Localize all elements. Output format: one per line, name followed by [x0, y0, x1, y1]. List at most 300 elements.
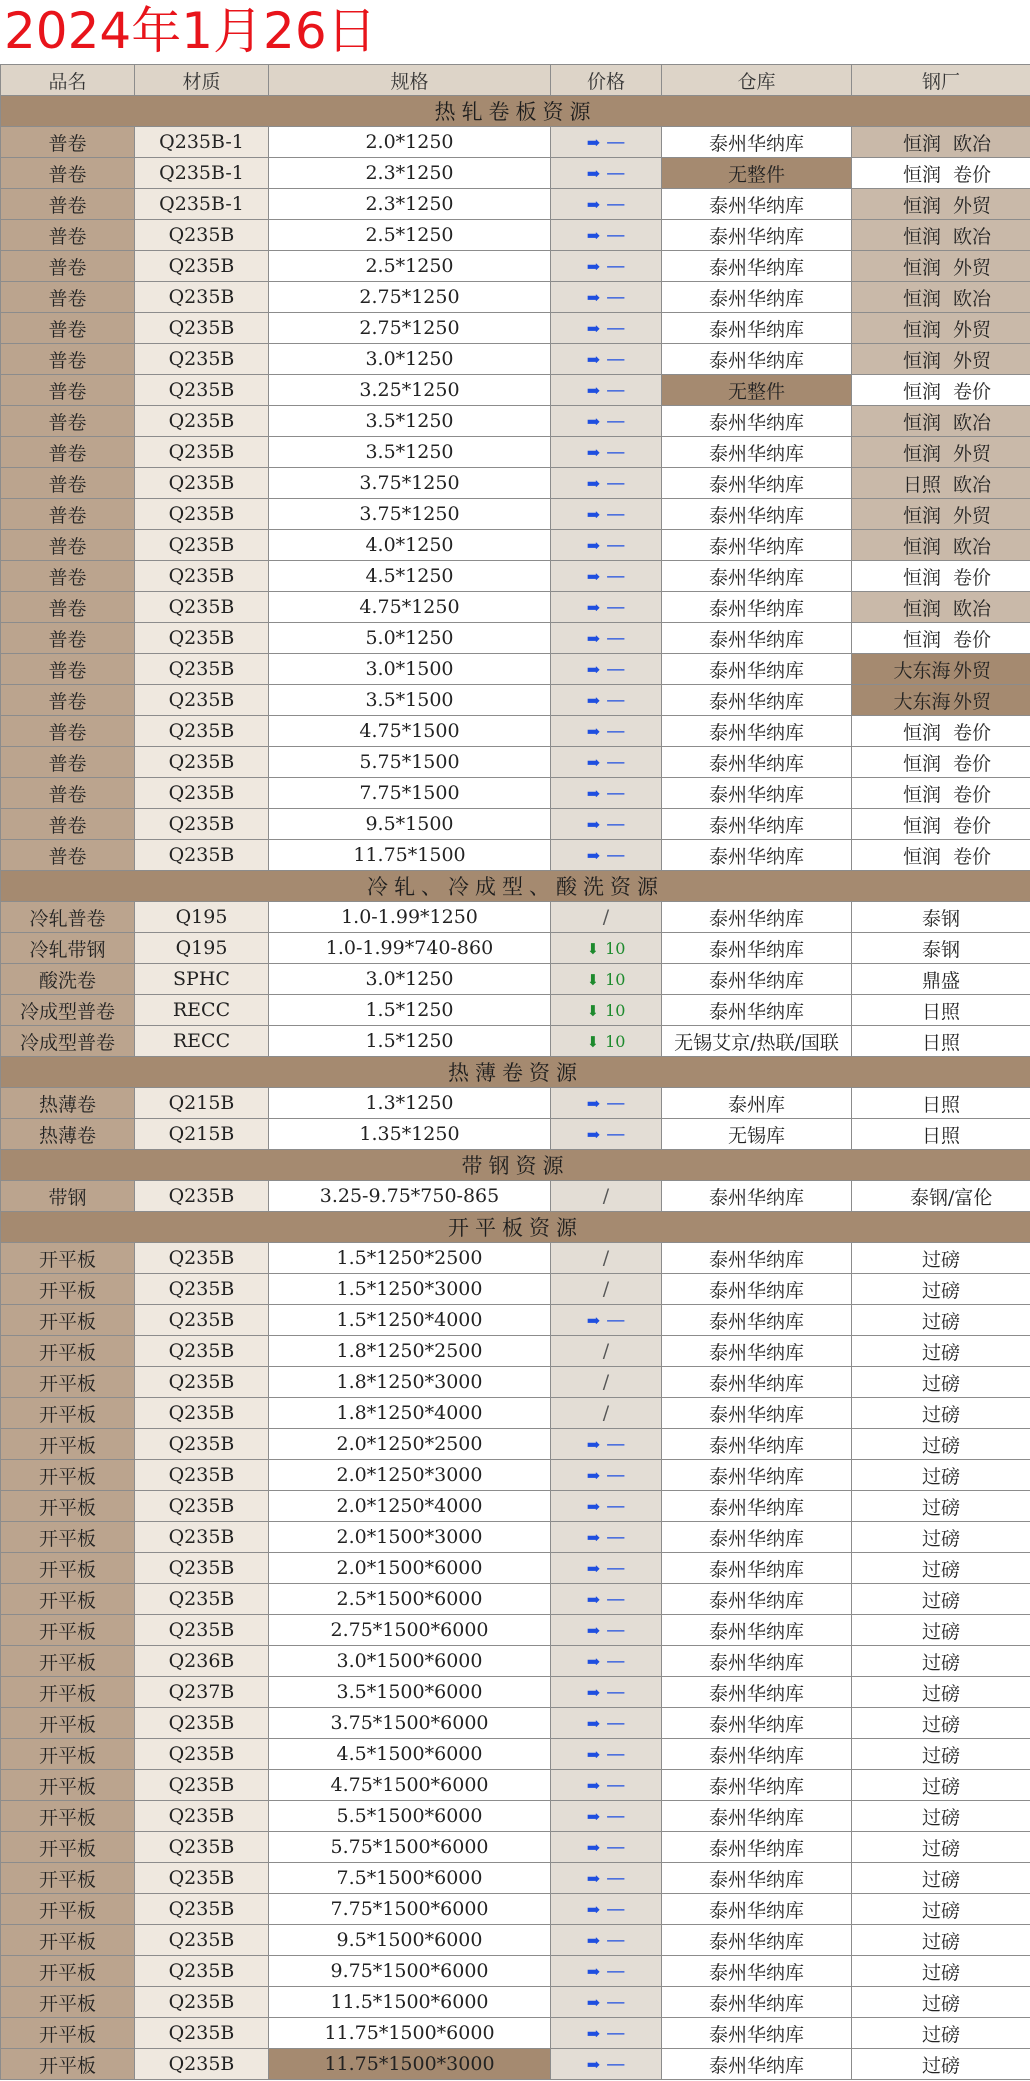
table-row	[1, 344, 1030, 375]
table-row	[1, 1956, 1030, 1987]
warehouse-cell: 泰州华纳库	[662, 1584, 852, 1615]
material-cell: Q235B-1	[135, 127, 269, 158]
mill-name: 过磅	[921, 1372, 960, 1395]
mill-cell	[852, 127, 1030, 158]
table-row	[1, 592, 1030, 623]
table-row	[1, 1026, 1030, 1057]
table-row	[1, 1274, 1030, 1305]
arrow-right-icon: ➡	[586, 164, 601, 183]
pricing-basis: 欧冶	[952, 225, 991, 248]
arrow-right-icon: ➡	[586, 1714, 601, 1733]
table-row	[1, 313, 1030, 344]
warehouse-cell: 泰州华纳库	[662, 2018, 852, 2049]
mill-cell	[852, 2049, 1030, 2080]
mill-name: 恒润	[902, 628, 941, 651]
spec-cell: 3.5*1250	[269, 406, 551, 437]
mill-name: 过磅	[921, 1651, 960, 1674]
price-cell	[551, 2049, 662, 2080]
product-name-cell: 开平板	[1, 1522, 135, 1553]
spec-cell: 1.5*1250	[269, 1026, 551, 1057]
price-value: —	[606, 813, 626, 835]
price-value: —	[606, 1557, 626, 1579]
arrow-down-icon: ⬇	[586, 940, 600, 958]
spec-cell: 2.5*1500*6000	[269, 1584, 551, 1615]
price-value: /	[602, 1278, 610, 1300]
spec-cell: 2.75*1500*6000	[269, 1615, 551, 1646]
mill-name: 过磅	[921, 1961, 960, 1984]
mill-name: 泰钢	[921, 907, 960, 930]
warehouse-cell: 泰州华纳库	[662, 1987, 852, 2018]
material-cell: SPHC	[135, 964, 269, 995]
product-name-cell: 开平板	[1, 1491, 135, 1522]
table-row	[1, 933, 1030, 964]
table-row	[1, 747, 1030, 778]
price-value: —	[606, 689, 626, 711]
material-cell: Q235B	[135, 623, 269, 654]
pricing-basis: 外贸	[952, 256, 991, 279]
product-name-cell: 开平板	[1, 1801, 135, 1832]
mill-name: 恒润	[902, 256, 941, 279]
mill-name: 恒润	[902, 318, 941, 341]
section-title: 热薄卷资源	[1, 1057, 1030, 1088]
price-value: —	[606, 317, 626, 339]
arrow-right-icon: ➡	[586, 474, 601, 493]
warehouse-cell: 泰州华纳库	[662, 1677, 852, 1708]
arrow-right-icon: ➡	[586, 691, 601, 710]
arrow-right-icon: ➡	[586, 1776, 601, 1795]
section-header-row	[1, 96, 1030, 127]
arrow-right-icon: ➡	[586, 753, 601, 772]
price-cell	[551, 685, 662, 716]
table-row	[1, 1677, 1030, 1708]
spec-cell: 2.75*1250	[269, 313, 551, 344]
price-cell	[551, 1832, 662, 1863]
product-name-cell: 开平板	[1, 1367, 135, 1398]
header-name: 品名	[1, 65, 135, 96]
pricing-basis: 欧冶	[952, 535, 991, 558]
warehouse-cell: 泰州华纳库	[662, 1708, 852, 1739]
table-row	[1, 1336, 1030, 1367]
table-row	[1, 840, 1030, 871]
price-cell	[551, 933, 662, 964]
product-name-cell: 开平板	[1, 1677, 135, 1708]
warehouse-cell: 泰州华纳库	[662, 251, 852, 282]
mill-name: 恒润	[902, 752, 941, 775]
mill-name: 恒润	[902, 442, 941, 465]
price-cell	[551, 1460, 662, 1491]
arrow-right-icon: ➡	[586, 381, 601, 400]
arrow-right-icon: ➡	[586, 815, 601, 834]
arrow-right-icon: ➡	[586, 660, 601, 679]
spec-cell: 4.75*1500	[269, 716, 551, 747]
material-cell: Q235B	[135, 840, 269, 871]
table-row	[1, 2049, 1030, 2080]
pricing-basis: 卷价	[952, 380, 991, 403]
material-cell: Q235B	[135, 1367, 269, 1398]
spec-cell: 5.75*1500*6000	[269, 1832, 551, 1863]
price-value: —	[606, 1123, 626, 1145]
mill-name: 过磅	[921, 1248, 960, 1271]
price-cell	[551, 1305, 662, 1336]
spec-cell: 1.0-1.99*740-860	[269, 933, 551, 964]
price-value: —	[606, 1991, 626, 2013]
arrow-right-icon: ➡	[586, 2024, 601, 2043]
spec-cell: 3.0*1250	[269, 344, 551, 375]
spec-cell: 1.5*1250*3000	[269, 1274, 551, 1305]
mill-name: 恒润	[902, 163, 941, 186]
spec-cell: 7.75*1500	[269, 778, 551, 809]
product-name-cell: 开平板	[1, 2049, 135, 2080]
warehouse-cell: 泰州华纳库	[662, 1336, 852, 1367]
price-value: —	[606, 193, 626, 215]
warehouse-cell: 泰州华纳库	[662, 530, 852, 561]
table-row	[1, 1615, 1030, 1646]
price-value: —	[606, 1805, 626, 1827]
warehouse-cell: 泰州华纳库	[662, 1956, 852, 1987]
price-cell	[551, 1646, 662, 1677]
mill-cell	[852, 1739, 1030, 1770]
price-value: —	[606, 751, 626, 773]
mill-cell	[852, 809, 1030, 840]
price-cell	[551, 127, 662, 158]
material-cell: Q235B	[135, 1801, 269, 1832]
product-name-cell: 开平板	[1, 2018, 135, 2049]
price-value: —	[606, 255, 626, 277]
material-cell: Q195	[135, 933, 269, 964]
arrow-right-icon: ➡	[586, 505, 601, 524]
table-row	[1, 1894, 1030, 1925]
table-header-row	[1, 65, 1030, 96]
product-name-cell: 开平板	[1, 1925, 135, 1956]
mill-name: 恒润	[902, 535, 941, 558]
warehouse-cell: 泰州华纳库	[662, 1429, 852, 1460]
mill-name: 过磅	[921, 1465, 960, 1488]
product-name-cell: 普卷	[1, 685, 135, 716]
material-cell: Q237B	[135, 1677, 269, 1708]
product-name-cell: 开平板	[1, 1770, 135, 1801]
product-name-cell: 普卷	[1, 437, 135, 468]
price-cell	[551, 220, 662, 251]
mill-cell	[852, 1646, 1030, 1677]
material-cell: Q235B	[135, 592, 269, 623]
price-cell	[551, 1274, 662, 1305]
warehouse-cell: 泰州华纳库	[662, 964, 852, 995]
arrow-right-icon: ➡	[586, 1931, 601, 1950]
product-name-cell: 开平板	[1, 1553, 135, 1584]
spec-cell: 3.75*1250	[269, 468, 551, 499]
arrow-right-icon: ➡	[586, 195, 601, 214]
material-cell: Q235B	[135, 1522, 269, 1553]
arrow-down-icon: ⬇	[586, 1002, 600, 1020]
material-cell: Q235B	[135, 251, 269, 282]
arrow-right-icon: ➡	[586, 1900, 601, 1919]
arrow-right-icon: ➡	[586, 1652, 601, 1671]
material-cell: Q235B	[135, 1956, 269, 1987]
mill-cell	[852, 1026, 1030, 1057]
price-cell	[551, 406, 662, 437]
price-cell	[551, 375, 662, 406]
product-name-cell: 普卷	[1, 220, 135, 251]
mill-cell	[852, 1336, 1030, 1367]
pricing-basis: 欧冶	[952, 473, 991, 496]
table-row	[1, 158, 1030, 189]
mill-cell	[852, 1522, 1030, 1553]
price-value: —	[606, 131, 626, 153]
spec-cell: 4.5*1500*6000	[269, 1739, 551, 1770]
table-row	[1, 1305, 1030, 1336]
product-name-cell: 普卷	[1, 778, 135, 809]
price-cell	[551, 1987, 662, 2018]
mill-cell	[852, 1708, 1030, 1739]
product-name-cell: 普卷	[1, 189, 135, 220]
mill-name: 大东海	[893, 659, 951, 682]
product-name-cell: 冷轧带钢	[1, 933, 135, 964]
arrow-right-icon: ➡	[586, 1621, 601, 1640]
mill-cell	[852, 1863, 1030, 1894]
price-value: —	[606, 1929, 626, 1951]
mill-name: 过磅	[921, 1341, 960, 1364]
warehouse-cell: 泰州华纳库	[662, 1863, 852, 1894]
price-value: /	[602, 1185, 610, 1207]
mill-cell	[852, 964, 1030, 995]
price-cell	[551, 654, 662, 685]
price-cell	[551, 1677, 662, 1708]
arrow-right-icon: ➡	[586, 1094, 601, 1113]
warehouse-cell: 泰州华纳库	[662, 282, 852, 313]
price-value: /	[602, 1371, 610, 1393]
pricing-basis: 外贸	[952, 318, 991, 341]
mill-cell	[852, 685, 1030, 716]
price-cell	[551, 468, 662, 499]
material-cell: Q235B	[135, 1460, 269, 1491]
pricing-basis: 卷价	[952, 163, 991, 186]
pricing-basis: 卷价	[952, 628, 991, 651]
mill-cell	[852, 313, 1030, 344]
price-value: —	[606, 1092, 626, 1114]
price-value: —	[606, 1588, 626, 1610]
spec-cell: 3.75*1250	[269, 499, 551, 530]
price-value: —	[606, 2022, 626, 2044]
table-row	[1, 964, 1030, 995]
spec-cell: 9.75*1500*6000	[269, 1956, 551, 1987]
table-row	[1, 685, 1030, 716]
product-name-cell: 普卷	[1, 623, 135, 654]
price-value: 10	[605, 1032, 626, 1051]
mill-cell	[852, 933, 1030, 964]
material-cell: RECC	[135, 1026, 269, 1057]
price-value: —	[606, 1650, 626, 1672]
mill-name: 恒润	[902, 783, 941, 806]
spec-cell: 11.5*1500*6000	[269, 1987, 551, 2018]
pricing-basis: 外贸	[952, 442, 991, 465]
price-value: —	[606, 503, 626, 525]
material-cell: Q235B	[135, 685, 269, 716]
price-cell	[551, 530, 662, 561]
mill-cell	[852, 158, 1030, 189]
warehouse-cell: 泰州华纳库	[662, 747, 852, 778]
page-title: 2024年1月26日	[4, 2, 377, 60]
warehouse-cell: 泰州华纳库	[662, 778, 852, 809]
price-value: —	[606, 348, 626, 370]
warehouse-cell: 泰州华纳库	[662, 1243, 852, 1274]
mill-name: 过磅	[921, 1868, 960, 1891]
price-cell	[551, 1336, 662, 1367]
product-name-cell: 普卷	[1, 468, 135, 499]
spec-cell: 5.75*1500	[269, 747, 551, 778]
price-value: —	[606, 596, 626, 618]
mill-name: 日照	[902, 473, 941, 496]
warehouse-cell: 泰州华纳库	[662, 1553, 852, 1584]
arrow-right-icon: ➡	[586, 319, 601, 338]
warehouse-cell: 泰州华纳库	[662, 1181, 852, 1212]
table-row	[1, 1925, 1030, 1956]
price-cell	[551, 747, 662, 778]
arrow-right-icon: ➡	[586, 567, 601, 586]
product-name-cell: 普卷	[1, 313, 135, 344]
material-cell: Q235B	[135, 809, 269, 840]
price-cell	[551, 1894, 662, 1925]
material-cell: Q235B	[135, 1181, 269, 1212]
spec-cell: 3.25-9.75*750-865	[269, 1181, 551, 1212]
mill-cell	[852, 1181, 1030, 1212]
mill-name: 过磅	[921, 1713, 960, 1736]
material-cell: Q235B	[135, 1398, 269, 1429]
product-name-cell: 开平板	[1, 1429, 135, 1460]
mill-cell	[852, 1088, 1030, 1119]
spec-cell: 2.3*1250	[269, 189, 551, 220]
mill-name: 过磅	[921, 1899, 960, 1922]
spec-cell: 2.5*1250	[269, 220, 551, 251]
price-value: 10	[605, 970, 626, 989]
mill-cell	[852, 220, 1030, 251]
mill-cell	[852, 1460, 1030, 1491]
mill-cell	[852, 1925, 1030, 1956]
warehouse-cell: 泰州华纳库	[662, 499, 852, 530]
warehouse-cell: 泰州华纳库	[662, 902, 852, 933]
product-name-cell: 普卷	[1, 127, 135, 158]
mill-name: 过磅	[921, 1620, 960, 1643]
price-value: /	[602, 1340, 610, 1362]
arrow-right-icon: ➡	[586, 1869, 601, 1888]
arrow-right-icon: ➡	[586, 1559, 601, 1578]
product-name-cell: 普卷	[1, 158, 135, 189]
mill-name: 日照	[921, 1093, 960, 1116]
table-row	[1, 1398, 1030, 1429]
warehouse-cell: 泰州华纳库	[662, 809, 852, 840]
arrow-down-icon: ⬇	[586, 1033, 600, 1051]
product-name-cell: 热薄卷	[1, 1119, 135, 1150]
mill-name: 过磅	[921, 1403, 960, 1426]
mill-cell	[852, 592, 1030, 623]
product-name-cell: 普卷	[1, 499, 135, 530]
warehouse-cell: 泰州华纳库	[662, 1894, 852, 1925]
product-name-cell: 开平板	[1, 1646, 135, 1677]
pricing-basis: 卷价	[952, 566, 991, 589]
arrow-right-icon: ➡	[586, 598, 601, 617]
pricing-basis: 外贸	[952, 690, 991, 713]
product-name-cell: 开平板	[1, 1460, 135, 1491]
price-cell	[551, 1739, 662, 1770]
mill-name: 恒润	[902, 814, 941, 837]
spec-cell: 2.0*1500*3000	[269, 1522, 551, 1553]
spec-cell: 5.0*1250	[269, 623, 551, 654]
arrow-right-icon: ➡	[586, 443, 601, 462]
warehouse-cell: 泰州华纳库	[662, 220, 852, 251]
product-name-cell: 开平板	[1, 1336, 135, 1367]
table-row	[1, 902, 1030, 933]
mill-name: 过磅	[921, 1496, 960, 1519]
table-row	[1, 1491, 1030, 1522]
price-cell	[551, 1026, 662, 1057]
product-name-cell: 开平板	[1, 1832, 135, 1863]
price-cell	[551, 561, 662, 592]
arrow-right-icon: ➡	[586, 1497, 601, 1516]
mill-name: 过磅	[921, 1930, 960, 1953]
mill-name: 恒润	[902, 721, 941, 744]
mill-name: 大东海	[893, 690, 951, 713]
mill-cell	[852, 747, 1030, 778]
price-value: —	[606, 224, 626, 246]
mill-name: 恒润	[902, 132, 941, 155]
product-name-cell: 开平板	[1, 1615, 135, 1646]
mill-cell	[852, 251, 1030, 282]
mill-cell	[852, 1584, 1030, 1615]
material-cell: Q235B	[135, 1243, 269, 1274]
section-header-row	[1, 871, 1030, 902]
warehouse-cell: 泰州华纳库	[662, 685, 852, 716]
arrow-right-icon: ➡	[586, 629, 601, 648]
warehouse-cell: 泰州华纳库	[662, 1274, 852, 1305]
product-name-cell: 开平板	[1, 1708, 135, 1739]
mill-cell	[852, 1801, 1030, 1832]
price-value: 10	[605, 1001, 626, 1020]
material-cell: Q235B	[135, 1925, 269, 1956]
arrow-right-icon: ➡	[586, 1590, 601, 1609]
header-material: 材质	[135, 65, 269, 96]
warehouse-cell: 泰州华纳库	[662, 654, 852, 685]
price-value: —	[606, 844, 626, 866]
mill-cell	[852, 344, 1030, 375]
pricing-basis: 卷价	[952, 814, 991, 837]
mill-cell	[852, 1770, 1030, 1801]
spec-cell: 3.5*1250	[269, 437, 551, 468]
mill-cell	[852, 2018, 1030, 2049]
spec-cell: 3.5*1500	[269, 685, 551, 716]
warehouse-cell: 泰州华纳库	[662, 716, 852, 747]
material-cell: Q235B	[135, 654, 269, 685]
table-row	[1, 468, 1030, 499]
mill-cell	[852, 716, 1030, 747]
spec-cell: 3.0*1500	[269, 654, 551, 685]
table-row	[1, 1181, 1030, 1212]
mill-cell	[852, 437, 1030, 468]
mill-name: 过磅	[921, 1279, 960, 1302]
pricing-basis: 欧冶	[952, 411, 991, 434]
mill-name: 泰钢/富伦	[910, 1186, 993, 1209]
arrow-right-icon: ➡	[586, 1125, 601, 1144]
price-value: —	[606, 1960, 626, 1982]
warehouse-cell: 无锡艾京/热联/国联	[662, 1026, 852, 1057]
table-row	[1, 282, 1030, 313]
section-header-row	[1, 1212, 1030, 1243]
material-cell: Q235B	[135, 778, 269, 809]
spec-cell: 1.8*1250*4000	[269, 1398, 551, 1429]
arrow-right-icon: ➡	[586, 350, 601, 369]
price-cell	[551, 623, 662, 654]
mill-cell	[852, 1615, 1030, 1646]
arrow-right-icon: ➡	[586, 1993, 601, 2012]
mill-cell	[852, 375, 1030, 406]
